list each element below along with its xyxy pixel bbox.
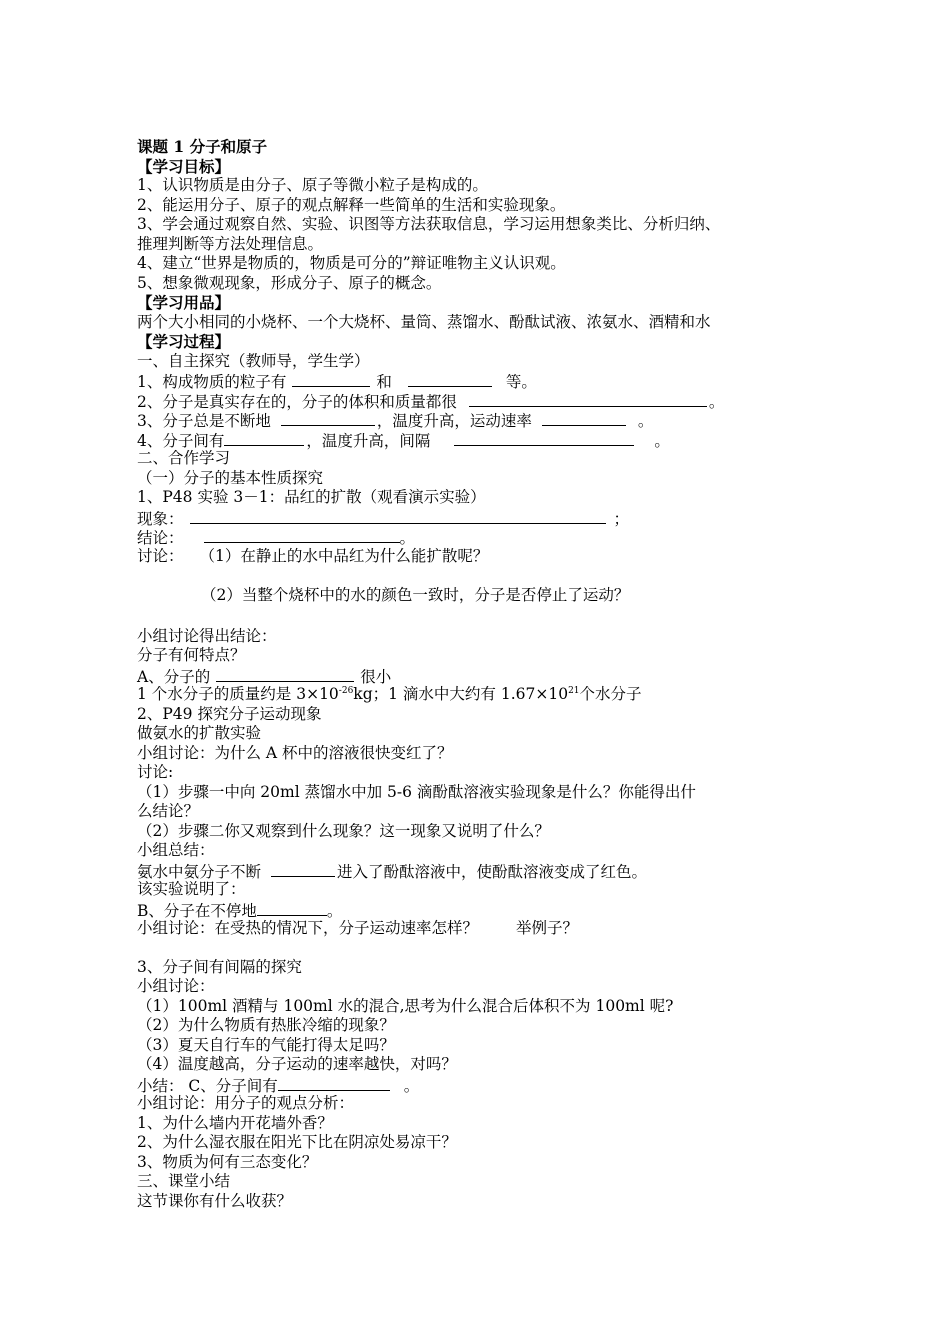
goal-item: 5、想象微观现象，形成分子、原子的概念。 <box>137 273 442 292</box>
gap-question: （2）为什么物质有热胀冷缩的现象？ <box>137 1016 395 1034</box>
answer-blank[interactable] <box>542 410 626 426</box>
experiment-shows: 该实验说明了： <box>137 880 246 898</box>
answer-blank[interactable] <box>257 900 327 916</box>
group-conclusion: 小组讨论得出结论： <box>137 626 277 645</box>
answer-blank[interactable] <box>204 527 400 543</box>
page-title: 课题 1 分子和原子 <box>137 137 268 156</box>
answer-blank[interactable] <box>281 410 375 426</box>
phenomenon-line: 现象： ； <box>137 509 630 528</box>
experiment-desc: 做氨水的扩散实验 <box>137 724 262 742</box>
analysis-item: 1、为什么墙内开花墙外香？ <box>137 1113 333 1132</box>
answer-blank[interactable] <box>216 666 354 682</box>
analysis-item: 3、物质为何有三态变化？ <box>137 1152 318 1171</box>
experiment-title: 3、分子间有间隔的探究 <box>137 957 302 976</box>
subsection-heading: （一）分子的基本性质探究 <box>137 468 324 487</box>
gap-question: （4）温度越高，分子运动的速率越快，对吗？ <box>137 1055 457 1073</box>
goal-item: 推理判断等方法处理信息。 <box>137 234 324 253</box>
question-1: 1、构成物质的粒子有 和 等。 <box>137 373 537 391</box>
question-4: 4、分子间有 ，温度升高，间隔 。 <box>137 431 670 450</box>
discussion-line: 讨论： （1）在静止的水中品红为什么能扩散呢？ <box>137 546 489 565</box>
ammonia-line: 氨水中氨分子不断 进入了酚酞溶液中，使酚酞溶液变成了红色。 <box>137 862 648 881</box>
process-heading: 【学习过程】 <box>137 332 231 351</box>
worksheet <box>137 137 827 1211</box>
gap-question: （1）100ml 酒精与 100ml 水的混合,思考为什么混合后体积不为 100ml 呢? <box>137 996 674 1015</box>
discussion-question: （2）当整个烧杯中的水的颜色一致时，分子是否停止了运动？ <box>201 586 630 604</box>
group-summary: 小组总结： <box>137 841 215 859</box>
answer-blank[interactable] <box>454 430 634 446</box>
step-question-cont: 么结论？ <box>137 802 200 820</box>
analysis-heading: 小组讨论：用分子的观点分析： <box>137 1094 355 1112</box>
question-2: 2、分子是真实存在的，分子的体积和质量都很 。 <box>137 392 725 411</box>
step-question: （2）步骤二你又观察到什么现象？这一现象又说明了什么？ <box>137 821 550 840</box>
experiment-title: 2、P49 探究分子运动现象 <box>137 704 322 723</box>
answer-blank[interactable] <box>190 508 606 524</box>
section-heading: 三、课堂小结 <box>137 1172 231 1190</box>
question-3: 3、分子总是不断地 ，温度升高，运动速率 。 <box>137 412 654 430</box>
feature-b: B、分子在不停地 。 <box>137 901 343 920</box>
group-discussion: 小组讨论： <box>137 977 215 995</box>
goal-item: 1、认识物质是由分子、原子等微小粒子是构成的。 <box>137 176 488 194</box>
answer-blank[interactable] <box>408 371 492 387</box>
step-question: （1）步骤一中向 20ml 蒸馏水中加 5-6 滴酚酞溶液实验现象是什么？你能得出什 <box>137 782 696 801</box>
answer-blank[interactable] <box>224 430 304 446</box>
section-heading: 一、自主探究（教师导，学生学） <box>137 351 370 370</box>
gap-question: （3）夏天自行车的气能打得太足吗？ <box>137 1035 395 1054</box>
analysis-item: 2、为什么湿衣服在阳光下比在阴凉处易凉干？ <box>137 1133 457 1151</box>
goal-item: 4、建立“世界是物质的，物质是可分的”辩证唯物主义认识观。 <box>137 254 566 272</box>
answer-blank[interactable] <box>271 861 335 877</box>
materials-list: 两个大小相同的小烧杯、一个大烧杯、量筒、蒸馏水、酚酞试液、浓氨水、酒精和水 <box>137 312 711 331</box>
heat-question: 小组讨论：在受热的情况下，分子运动速率怎样？ 举例子？ <box>137 919 579 937</box>
experiment-title: 1、P48 实验 3－1：品红的扩散（观看演示实验） <box>137 488 486 506</box>
molecule-mass-line: 1 个水分子的质量约是 $3\times 10^{-26}kg$；1 滴水中大约有 $1.67\times 10^{21}$个水分子 <box>137 685 642 703</box>
answer-blank[interactable] <box>469 391 707 407</box>
feature-c: 小结： C、分子间有 。 <box>137 1076 420 1095</box>
conclusion-line: 结论： 。 <box>137 529 416 547</box>
feature-a: A、分子的 很小 <box>137 667 392 686</box>
group-question: 小组讨论：为什么 A 杯中的溶液很快变红了？ <box>137 743 453 762</box>
features-question: 分子有何特点？ <box>137 646 246 664</box>
answer-blank[interactable] <box>278 1075 390 1091</box>
materials-heading: 【学习用品】 <box>137 293 231 312</box>
goal-item: 3、学会通过观察自然、实验、识图等方法获取信息，学习运用想象类比、分析归纳、 <box>137 215 721 233</box>
harvest-question: 这节课你有什么收获？ <box>137 1191 293 1210</box>
goals-heading: 【学习目标】 <box>137 156 231 176</box>
section-heading: 二、合作学习 <box>137 449 231 467</box>
goal-item: 2、能运用分子、原子的观点解释一些简单的生活和实验现象。 <box>137 195 566 214</box>
discussion-label: 讨论: <box>137 763 174 781</box>
answer-blank[interactable] <box>292 371 370 387</box>
